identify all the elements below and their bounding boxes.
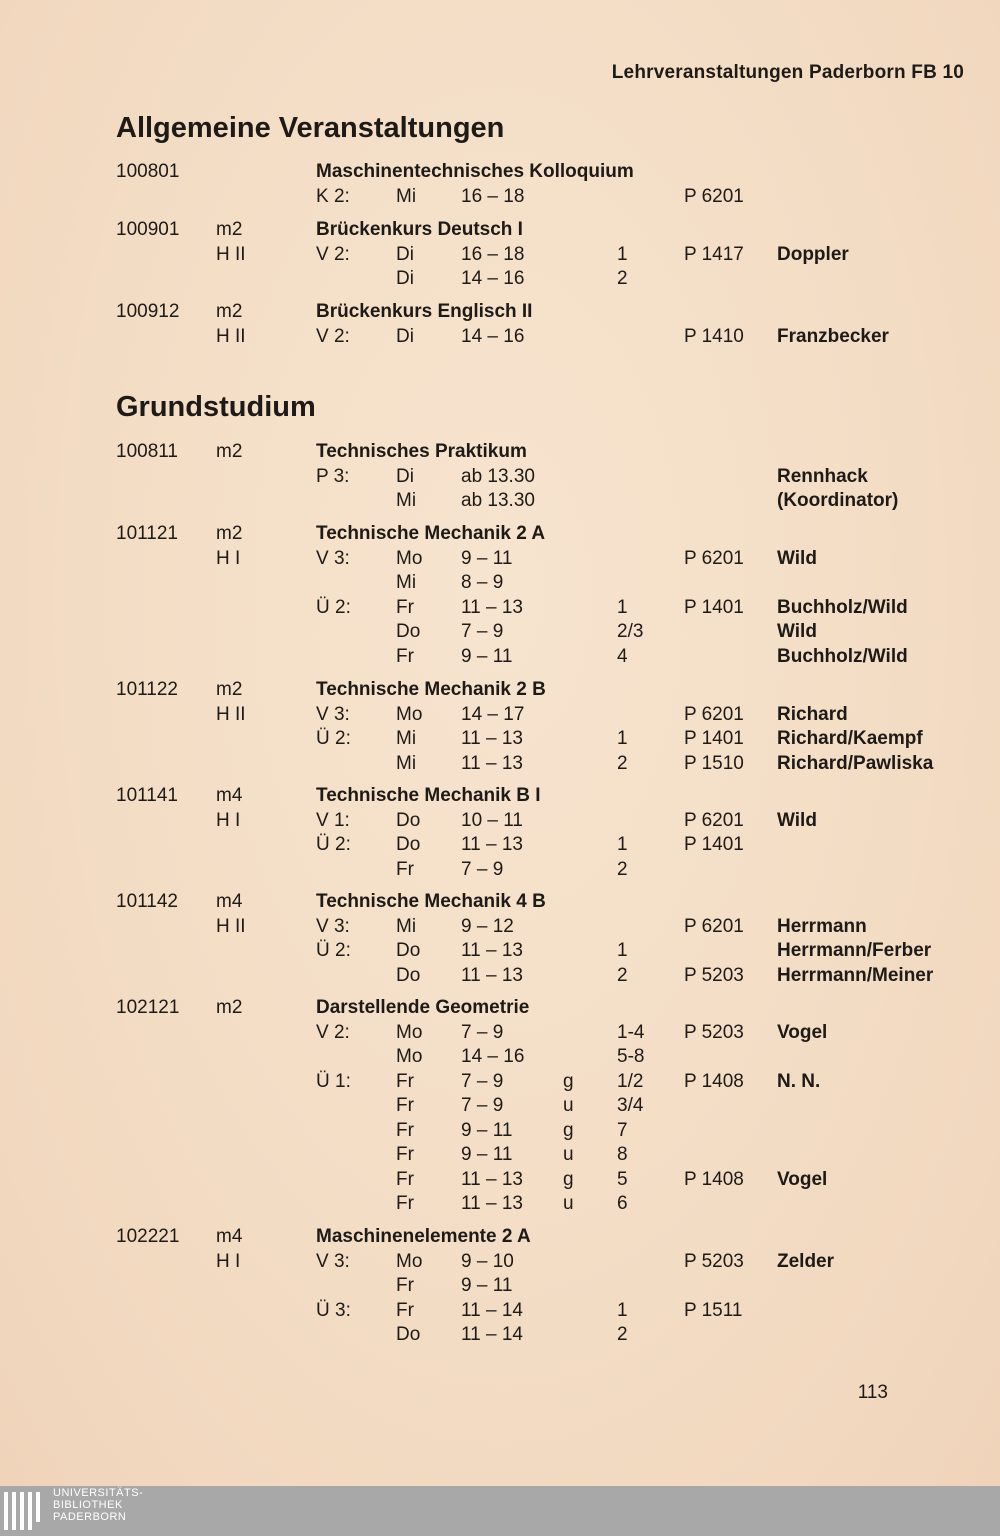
session-row	[0, 620, 1000, 644]
course-semester: H II	[216, 325, 246, 347]
session-lecturer: Doppler	[777, 243, 849, 265]
session-time: 9 – 11	[461, 1144, 513, 1165]
session-lecturer: Rennhack	[777, 465, 868, 487]
session-time: 14 – 17	[461, 703, 525, 725]
session-type: V 3:	[316, 703, 350, 725]
session-time: 7 – 9	[461, 858, 504, 880]
session-lecturer: Wild	[777, 809, 817, 831]
session-day: Do	[396, 621, 421, 642]
course-number: 100901	[116, 219, 180, 240]
session-day: Mo	[396, 547, 423, 569]
session-type: Ü 2:	[316, 596, 351, 618]
course-title-row	[0, 160, 1000, 184]
session-lecturer: Herrmann/Ferber	[777, 940, 932, 961]
session-lecturer: Vogel	[777, 1168, 828, 1190]
course-semester: H II	[216, 915, 246, 937]
session-room: P 5203	[684, 1021, 744, 1043]
session-type: V 1:	[316, 809, 350, 831]
session-row	[0, 809, 1000, 833]
session-day: Mi	[396, 185, 417, 207]
session-time: 14 – 16	[461, 1046, 525, 1067]
course-semester: H I	[216, 1250, 241, 1272]
session-type: P 3:	[316, 465, 350, 487]
session-week-parity: u	[563, 1193, 574, 1214]
session-row	[0, 939, 1000, 963]
session-group: 1	[617, 940, 628, 961]
session-day: Mo	[396, 1046, 423, 1067]
session-row	[0, 1045, 1000, 1069]
session-time: 14 – 16	[461, 325, 525, 347]
session-day: Fr	[396, 1168, 414, 1190]
session-type: V 3:	[316, 1250, 350, 1272]
session-type: V 2:	[316, 243, 350, 265]
session-row	[0, 1192, 1000, 1216]
course-title-row	[0, 1225, 1000, 1249]
session-row	[0, 858, 1000, 882]
session-time: ab 13.30	[461, 490, 535, 511]
course-title-row	[0, 440, 1000, 464]
session-week-parity: g	[563, 1070, 574, 1092]
session-group: 1	[617, 1299, 628, 1321]
session-room: P 1408	[684, 1168, 744, 1190]
session-time: 11 – 13	[461, 728, 523, 749]
session-day: Di	[396, 465, 414, 487]
session-room: P 6201	[684, 547, 744, 569]
session-room: P 1401	[684, 728, 744, 749]
session-row	[0, 1119, 1000, 1143]
session-day: Do	[396, 834, 421, 855]
course-module: m2	[216, 523, 243, 544]
session-group: 4	[617, 645, 628, 667]
running-header: Lehrveranstaltungen Paderborn FB 10	[611, 62, 964, 83]
session-row	[0, 1143, 1000, 1167]
session-time: ab 13.30	[461, 465, 535, 487]
session-day: Fr	[396, 645, 414, 667]
session-day: Do	[396, 1324, 421, 1345]
course-number: 101142	[116, 891, 178, 912]
course-module: m2	[216, 441, 243, 462]
course-title: Technisches Praktikum	[316, 441, 527, 462]
session-room: P 1417	[684, 243, 744, 265]
course-title: Darstellende Geometrie	[316, 997, 530, 1018]
course-module: m4	[216, 785, 243, 806]
session-day: Fr	[396, 1119, 414, 1141]
session-group: 2/3	[617, 621, 644, 642]
course-module: m2	[216, 301, 243, 322]
session-time: 11 – 13	[461, 1168, 523, 1190]
session-group: 1	[617, 596, 628, 618]
session-group: 6	[617, 1193, 628, 1214]
session-day: Fr	[396, 1275, 414, 1296]
session-row	[0, 465, 1000, 489]
course-title: Maschinenelemente 2 A	[316, 1226, 531, 1247]
session-time: 16 – 18	[461, 243, 525, 265]
session-type: Ü 2:	[316, 834, 351, 855]
session-row	[0, 752, 1000, 776]
session-time: 11 – 13	[461, 1193, 523, 1214]
session-type: Ü 1:	[316, 1070, 351, 1092]
course-title: Maschinentechnisches Kolloquium	[316, 161, 634, 182]
session-time: 11 – 13	[461, 752, 523, 774]
session-type: Ü 3:	[316, 1299, 351, 1321]
session-row	[0, 645, 1000, 669]
session-time: 10 – 11	[461, 809, 523, 831]
session-lecturer: (Koordinator)	[777, 490, 899, 511]
session-time: 9 – 11	[461, 1119, 513, 1141]
course-title: Brückenkurs Englisch II	[316, 301, 533, 322]
session-lecturer: Wild	[777, 621, 817, 642]
session-day: Fr	[396, 1144, 414, 1165]
session-row	[0, 727, 1000, 751]
course-number: 102121	[116, 997, 180, 1018]
session-room: P 6201	[684, 185, 744, 207]
session-time: 7 – 9	[461, 1021, 504, 1043]
session-day: Mo	[396, 703, 423, 725]
session-group: 1	[617, 728, 628, 749]
session-day: Do	[396, 964, 421, 986]
session-row	[0, 1021, 1000, 1045]
course-title-row	[0, 996, 1000, 1020]
session-row	[0, 833, 1000, 857]
session-lecturer: Richard/Pawliska	[777, 752, 934, 774]
session-time: 9 – 11	[461, 1275, 513, 1296]
course-title: Technische Mechanik 4 B	[316, 891, 546, 912]
session-day: Mo	[396, 1021, 423, 1043]
course-number: 102221	[116, 1226, 180, 1247]
session-row	[0, 1094, 1000, 1118]
library-logo-icon	[4, 1492, 46, 1530]
course-title: Technische Mechanik 2 B	[316, 679, 546, 700]
session-type: V 2:	[316, 325, 350, 347]
session-row	[0, 1323, 1000, 1347]
session-row	[0, 915, 1000, 939]
course-number: 101121	[116, 523, 178, 544]
session-lecturer: Richard/Kaempf	[777, 728, 923, 749]
course-module: m2	[216, 679, 243, 700]
section-heading: Allgemeine Veranstaltungen	[116, 112, 505, 144]
session-day: Mi	[396, 915, 417, 937]
session-day: Fr	[396, 596, 414, 618]
session-row	[0, 547, 1000, 571]
session-day: Fr	[396, 1299, 414, 1321]
session-time: 14 – 16	[461, 268, 525, 289]
session-room: P 1401	[684, 834, 744, 855]
session-day: Di	[396, 243, 414, 265]
session-lecturer: Franzbecker	[777, 325, 889, 347]
session-type: V 2:	[316, 1021, 350, 1043]
course-title-row	[0, 784, 1000, 808]
session-time: 9 – 10	[461, 1250, 514, 1272]
session-row	[0, 1250, 1000, 1274]
session-time: 9 – 11	[461, 645, 513, 667]
session-row	[0, 325, 1000, 349]
session-lecturer: Buchholz/Wild	[777, 645, 908, 667]
session-type: V 3:	[316, 547, 350, 569]
session-time: 11 – 14	[461, 1299, 523, 1321]
session-row	[0, 571, 1000, 595]
session-row	[0, 596, 1000, 620]
session-row	[0, 267, 1000, 291]
course-module: m4	[216, 1226, 243, 1247]
session-group: 2	[617, 268, 628, 289]
session-time: 11 – 13	[461, 964, 523, 986]
session-day: Do	[396, 940, 421, 961]
course-title: Technische Mechanik B I	[316, 785, 541, 806]
session-time: 11 – 13	[461, 596, 523, 618]
course-module: m2	[216, 997, 243, 1018]
session-group: 5-8	[617, 1046, 645, 1067]
session-type: Ü 2:	[316, 940, 351, 961]
session-lecturer: Buchholz/Wild	[777, 596, 908, 618]
session-room: P 6201	[684, 915, 744, 937]
session-day: Do	[396, 809, 421, 831]
session-day: Mi	[396, 752, 417, 774]
session-week-parity: g	[563, 1168, 574, 1190]
session-lecturer: Vogel	[777, 1021, 828, 1043]
library-footer-bar	[0, 1486, 1000, 1536]
session-day: Fr	[396, 1095, 414, 1116]
course-title: Brückenkurs Deutsch I	[316, 219, 523, 240]
session-row	[0, 1168, 1000, 1192]
course-number: 100801	[116, 161, 180, 182]
session-lecturer: N. N.	[777, 1070, 821, 1092]
course-module: m2	[216, 219, 243, 240]
session-room: P 5203	[684, 964, 744, 986]
session-room: P 1510	[684, 752, 744, 774]
session-room: P 6201	[684, 703, 744, 725]
session-lecturer: Herrmann/Meiner	[777, 964, 934, 986]
session-group: 2	[617, 964, 628, 986]
session-group: 2	[617, 1324, 628, 1345]
session-group: 8	[617, 1144, 628, 1165]
session-row	[0, 703, 1000, 727]
course-title: Technische Mechanik 2 A	[316, 523, 546, 544]
session-time: 7 – 9	[461, 621, 504, 642]
session-row	[0, 1274, 1000, 1298]
session-day: Mo	[396, 1250, 423, 1272]
session-day: Mi	[396, 728, 417, 749]
course-title-row	[0, 218, 1000, 242]
session-type: V 3:	[316, 915, 350, 937]
session-time: 11 – 14	[461, 1324, 523, 1345]
session-day: Mi	[396, 490, 417, 511]
session-group: 1	[617, 834, 628, 855]
course-semester: H I	[216, 809, 241, 831]
session-day: Fr	[396, 1070, 414, 1092]
session-lecturer: Herrmann	[777, 915, 867, 937]
session-room: P 6201	[684, 809, 744, 831]
course-semester: H II	[216, 243, 246, 265]
session-row	[0, 489, 1000, 513]
session-group: 2	[617, 752, 628, 774]
session-time: 16 – 18	[461, 185, 525, 207]
course-module: m4	[216, 891, 243, 912]
session-row	[0, 964, 1000, 988]
course-number: 100912	[116, 301, 180, 322]
session-room: P 5203	[684, 1250, 744, 1272]
session-time: 11 – 13	[461, 834, 523, 855]
course-number: 101122	[116, 679, 178, 700]
session-lecturer: Zelder	[777, 1250, 835, 1272]
session-day: Di	[396, 268, 414, 289]
session-room: P 1410	[684, 325, 744, 347]
course-title-row	[0, 890, 1000, 914]
session-group: 7	[617, 1119, 628, 1141]
session-time: 7 – 9	[461, 1095, 504, 1116]
course-number: 101141	[116, 785, 178, 806]
session-type: Ü 2:	[316, 728, 351, 749]
course-number: 100811	[116, 441, 178, 462]
course-title-row	[0, 522, 1000, 546]
session-group: 5	[617, 1168, 628, 1190]
session-day: Mi	[396, 572, 417, 593]
session-time: 8 – 9	[461, 572, 504, 593]
session-group: 1/2	[617, 1070, 644, 1092]
session-lecturer: Wild	[777, 547, 817, 569]
page-number: 113	[857, 1382, 888, 1403]
session-week-parity: g	[563, 1119, 574, 1141]
session-room: P 1401	[684, 596, 744, 618]
session-row	[0, 1070, 1000, 1094]
session-room: P 1408	[684, 1070, 744, 1092]
session-row	[0, 1299, 1000, 1323]
session-room: P 1511	[684, 1299, 743, 1321]
session-row	[0, 185, 1000, 209]
session-lecturer: Richard	[777, 703, 848, 725]
section-heading: Grundstudium	[116, 391, 316, 423]
session-type: K 2:	[316, 185, 350, 207]
session-time: 9 – 12	[461, 915, 514, 937]
library-logo-text: UNIVERSITÄTS- BIBLIOTHEK PADERBORN	[53, 1487, 144, 1523]
session-group: 2	[617, 858, 628, 880]
session-day: Fr	[396, 1193, 414, 1214]
session-time: 7 – 9	[461, 1070, 504, 1092]
session-time: 11 – 13	[461, 940, 523, 961]
session-group: 1-4	[617, 1021, 645, 1043]
session-group: 1	[617, 243, 628, 265]
session-day: Di	[396, 325, 414, 347]
session-group: 3/4	[617, 1095, 644, 1116]
session-week-parity: u	[563, 1144, 574, 1165]
session-row	[0, 243, 1000, 267]
course-semester: H I	[216, 547, 241, 569]
session-time: 9 – 11	[461, 547, 513, 569]
course-title-row	[0, 300, 1000, 324]
course-title-row	[0, 678, 1000, 702]
course-semester: H II	[216, 703, 246, 725]
session-week-parity: u	[563, 1095, 574, 1116]
session-day: Fr	[396, 858, 414, 880]
